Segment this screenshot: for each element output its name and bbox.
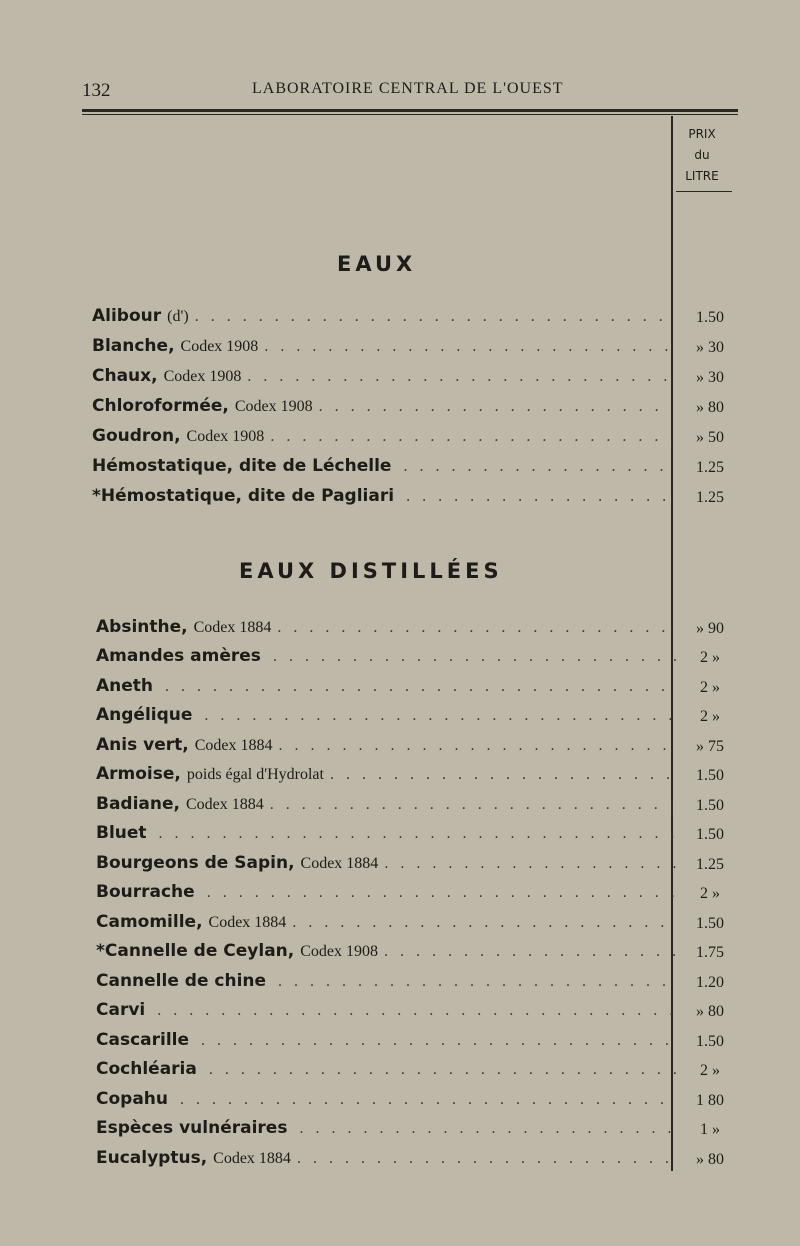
- list-item: [0, 676, 800, 705]
- price-heading-line1: PRIX: [688, 127, 716, 141]
- entry-detail: Codex 1884: [208, 914, 287, 931]
- leader-dots: [403, 458, 672, 476]
- list-item: [0, 764, 800, 793]
- section-title-eaux-distillees: EAUX DISTILLÉES: [239, 559, 503, 583]
- leader-dots: [278, 973, 676, 991]
- entry-detail: Codex 1884: [186, 796, 264, 813]
- list-item: [0, 396, 800, 425]
- entry-name: Cannelle de chine: [96, 971, 267, 991]
- list-item: [0, 486, 800, 515]
- entry-name: Hémostatique, dite de Léchelle: [92, 456, 392, 476]
- list-item: [0, 853, 800, 882]
- leader-dots: [180, 1091, 676, 1109]
- list-item: [0, 1059, 800, 1088]
- header-rule: [82, 109, 738, 112]
- list-item: [0, 617, 800, 646]
- entry-name: Eucalyptus,: [96, 1148, 208, 1168]
- entry-name: Bourgeons de Sapin,: [96, 853, 295, 873]
- list-item: [0, 1030, 800, 1059]
- leader-dots: [270, 428, 672, 446]
- entry-price: 2 »: [700, 649, 720, 666]
- entry-price: 1.20: [696, 974, 724, 991]
- list-item: [0, 882, 800, 911]
- list-item: [0, 366, 800, 395]
- leader-dots: [406, 488, 672, 506]
- leader-dots: [384, 855, 676, 873]
- leader-dots: [277, 619, 676, 637]
- entry-price: 1.25: [696, 459, 724, 476]
- entry-price: » 30: [696, 339, 724, 356]
- entry-name: Carvi: [96, 1000, 146, 1020]
- leader-dots: [270, 796, 676, 814]
- entry-detail: Codex 1908: [186, 428, 265, 445]
- leader-dots: [209, 1061, 676, 1079]
- list-item: [0, 336, 800, 365]
- entry-price: 1.75: [696, 944, 724, 961]
- entry-price: » 80: [696, 399, 724, 416]
- list-item: [0, 912, 800, 941]
- entry-price: » 80: [696, 1151, 724, 1168]
- entry-name: Badiane,: [96, 794, 180, 814]
- list-item: [0, 1148, 800, 1177]
- header-rule-thin: [82, 114, 738, 115]
- leader-dots: [297, 1150, 676, 1168]
- entry-price: » 50: [696, 429, 724, 446]
- entry-price: 1.50: [696, 1033, 724, 1050]
- price-heading-line2: du: [694, 148, 710, 162]
- entry-price: 1.50: [696, 309, 724, 326]
- entry-name: Bourrache: [96, 882, 195, 902]
- entry-name: Camomille,: [96, 912, 203, 932]
- entry-name: Goudron,: [92, 426, 181, 446]
- entry-price: 1.50: [696, 915, 724, 932]
- price-column-heading: [676, 124, 728, 187]
- price-heading-line3: LITRE: [685, 169, 719, 183]
- entry-name: *Cannelle de Ceylan,: [96, 941, 295, 961]
- leader-dots: [384, 943, 676, 961]
- leader-dots: [157, 1002, 676, 1020]
- list-item: [0, 823, 800, 852]
- price-heading-rule: [676, 191, 732, 192]
- leader-dots: [204, 707, 676, 725]
- entry-detail: Codex 1908: [163, 368, 242, 385]
- list-item: [0, 1000, 800, 1029]
- list-item: [0, 456, 800, 485]
- entry-name: *Hémostatique, dite de Pagliari: [92, 486, 395, 506]
- list-item: [0, 1089, 800, 1118]
- entry-name: Anis vert,: [96, 735, 189, 755]
- section-title-eaux: EAUX: [337, 252, 417, 276]
- entry-price: 2 »: [700, 885, 720, 902]
- leader-dots: [201, 1032, 676, 1050]
- running-title: LABORATOIRE CENTRAL DE L'OUEST: [252, 80, 564, 97]
- entry-price: 1 80: [696, 1092, 724, 1109]
- entry-name: Espèces vulnéraires: [96, 1118, 288, 1138]
- leader-dots: [207, 884, 676, 902]
- entry-price: 1.50: [696, 767, 724, 784]
- entry-name: Blanche,: [92, 336, 175, 356]
- leader-dots: [273, 648, 676, 666]
- list-item: [0, 735, 800, 764]
- list-item: [0, 1118, 800, 1147]
- entry-name: Armoise,: [96, 764, 181, 784]
- entry-detail: (d'): [167, 308, 189, 325]
- entry-detail: Codex 1908: [300, 943, 379, 960]
- entry-price: » 90: [696, 620, 724, 637]
- leader-dots: [165, 678, 676, 696]
- entry-price: 1.50: [696, 826, 724, 843]
- entry-price: » 30: [696, 369, 724, 386]
- list-item: [0, 306, 800, 335]
- entry-price: 2 »: [700, 679, 720, 696]
- list-item: [0, 646, 800, 675]
- leader-dots: [247, 368, 672, 386]
- leader-dots: [278, 737, 676, 755]
- entry-detail: Codex 1884: [213, 1150, 291, 1167]
- entry-detail: Codex 1884: [300, 855, 379, 872]
- entry-detail: Codex 1884: [193, 619, 272, 636]
- entry-price: 1.25: [696, 489, 724, 506]
- entry-name: Chloroformée,: [92, 396, 229, 416]
- entry-name: Bluet: [96, 823, 147, 843]
- entry-name: Absinthe,: [96, 617, 188, 637]
- entry-price: 1.25: [696, 856, 724, 873]
- leader-dots: [319, 398, 672, 416]
- list-item: [0, 941, 800, 970]
- entry-price: 2 »: [700, 708, 720, 725]
- entry-name: Cascarille: [96, 1030, 190, 1050]
- entry-price: » 80: [696, 1003, 724, 1020]
- entry-price: » 75: [696, 738, 724, 755]
- entry-detail: Codex 1908: [180, 338, 259, 355]
- entry-price: 1 »: [700, 1121, 720, 1138]
- leader-dots: [264, 338, 672, 356]
- leader-dots: [159, 825, 676, 843]
- entry-name: Chaux,: [92, 366, 158, 386]
- page-number: 132: [82, 80, 111, 101]
- entry-name: Aneth: [96, 676, 154, 696]
- entry-detail: Codex 1908: [234, 398, 313, 415]
- leader-dots: [195, 308, 672, 326]
- leader-dots: [292, 914, 676, 932]
- list-item: [0, 426, 800, 455]
- entry-name: Amandes amères: [96, 646, 261, 666]
- entry-detail: Codex 1884: [194, 737, 273, 754]
- leader-dots: [330, 766, 676, 784]
- entry-name: Alibour: [92, 306, 162, 326]
- list-item: [0, 794, 800, 823]
- entry-price: 2 »: [700, 1062, 720, 1079]
- entry-name: Copahu: [96, 1089, 169, 1109]
- entry-name: Cochléaria: [96, 1059, 197, 1079]
- list-item: [0, 705, 800, 734]
- leader-dots: [299, 1120, 676, 1138]
- entry-price: 1.50: [696, 797, 724, 814]
- list-item: [0, 971, 800, 1000]
- entry-detail: poids égal d'Hydrolat: [186, 766, 324, 783]
- entry-name: Angélique: [96, 705, 193, 725]
